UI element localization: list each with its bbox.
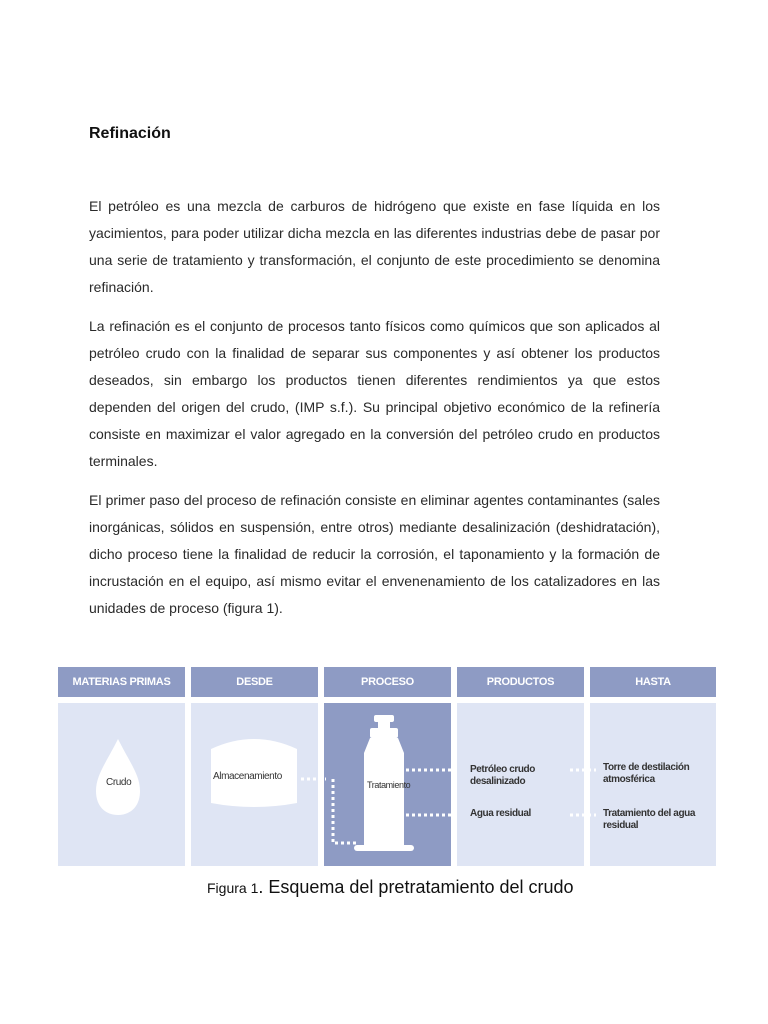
column-header-process: PROCESO xyxy=(324,667,451,697)
figure-pretreatment-diagram xyxy=(58,667,716,867)
destination-label: Torre de destilación atmosférica xyxy=(603,762,690,785)
caption-prefix: Figura 1 xyxy=(207,880,259,896)
page-title: Refinación xyxy=(89,125,171,142)
process-label: Tratamiento xyxy=(367,780,411,790)
column-header-raw-materials: MATERIAS PRIMAS xyxy=(58,667,185,697)
source-label: Almacenamiento xyxy=(213,771,282,782)
figure-caption xyxy=(207,877,574,898)
column-header-to: HASTA xyxy=(590,667,716,697)
product-label: Petróleo crudo desalinizado xyxy=(470,764,535,787)
raw-material-label: Crudo xyxy=(106,777,132,788)
column-header-products: PRODUCTOS xyxy=(457,667,584,697)
paragraph: El primer paso del proceso de refinación consiste en eliminar agentes contaminantes (sales inorgánicas, sólidos en suspensión, entre otros) mediante desalinización (deshidratación), dicho proceso tiene la finalidad de reducir la corrosión, el taponamiento y la formación de incrustación en el equipo, así mismo evitar el envenenamiento de los catalizadores en las unidades de proceso (figura 1). xyxy=(89,492,660,616)
paragraph: La refinación es el conjunto de procesos tanto físicos como químicos que son aplicados al petróleo crudo con la finalidad de separar sus componentes y así obtener los productos deseados, sin embargo los productos tienen diferentes rendimientos ya que estos dependen del origen del crudo, (IMP s.f.). Su principal objetivo económico de la refinería consiste en maximizar el valor agregado en la conversión del petróleo crudo en productos terminales. xyxy=(89,318,660,469)
paragraph: El petróleo es una mezcla de carburos de hidrógeno que existe en fase líquida en los yacimientos, para poder utilizar dicha mezcla en las diferentes industrias debe de pasar por una serie de tratamiento y transformación, el conjunto de este procedimiento se denomina refinación. xyxy=(89,198,660,295)
destination-label: Tratamiento del agua residual xyxy=(603,808,696,831)
body-text xyxy=(89,193,660,634)
caption-text: . Esquema del pretratamiento del crudo xyxy=(258,877,574,897)
column-header-from: DESDE xyxy=(191,667,318,697)
product-label: Agua residual xyxy=(470,808,531,819)
